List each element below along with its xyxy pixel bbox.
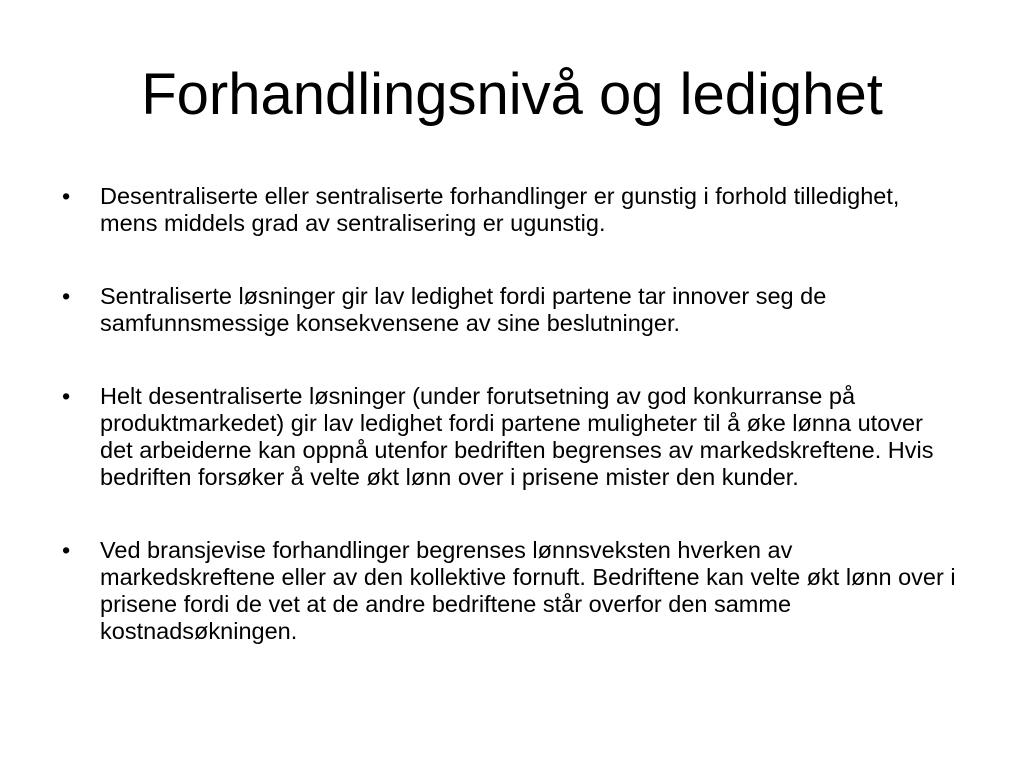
bullet-item: [62, 283, 962, 337]
slide-title: Forhandlingsnivå og ledighet: [141, 62, 883, 127]
bullet-text: Desentraliserte eller sentraliserte forhandlinger er gunstig i forhold tilledighet, mens middels grad av sentralisering er ugunstig.: [100, 183, 900, 236]
bullet-list: [62, 183, 962, 691]
bullet-text: Ved bransjevise forhandlinger begrenses lønnsveksten hverken av markedskreftene eller av den kollektive fornuft. Bedriftene kan velte økt lønn over i prisene fordi de vet at de andre bedriftene står overfor den samme kostnadsøkningen.: [100, 537, 956, 644]
bullet-text: Helt desentraliserte løsninger (under forutsetning av god konkurranse på produktmarkedet) gir lav ledighet fordi partene muligheter til å øke lønna utover det arbeiderne kan oppnå utenfor bedriften begrenses av markedskreftene. Hvis bedriften forsøker å velte økt lønn over i prisene mister den kunder.: [100, 383, 934, 490]
bullet-marker: •: [62, 383, 71, 409]
bullet-marker: •: [62, 183, 71, 209]
bullet-item: [62, 537, 962, 645]
bullet-marker: •: [62, 537, 71, 563]
bullet-text: Sentraliserte løsninger gir lav ledighet fordi partene tar innover seg de samfunnsmessige konsekvensene av sine beslutninger.: [100, 283, 827, 336]
bullet-marker: •: [62, 283, 71, 309]
bullet-item: [62, 183, 962, 237]
bullet-item: [62, 383, 962, 491]
